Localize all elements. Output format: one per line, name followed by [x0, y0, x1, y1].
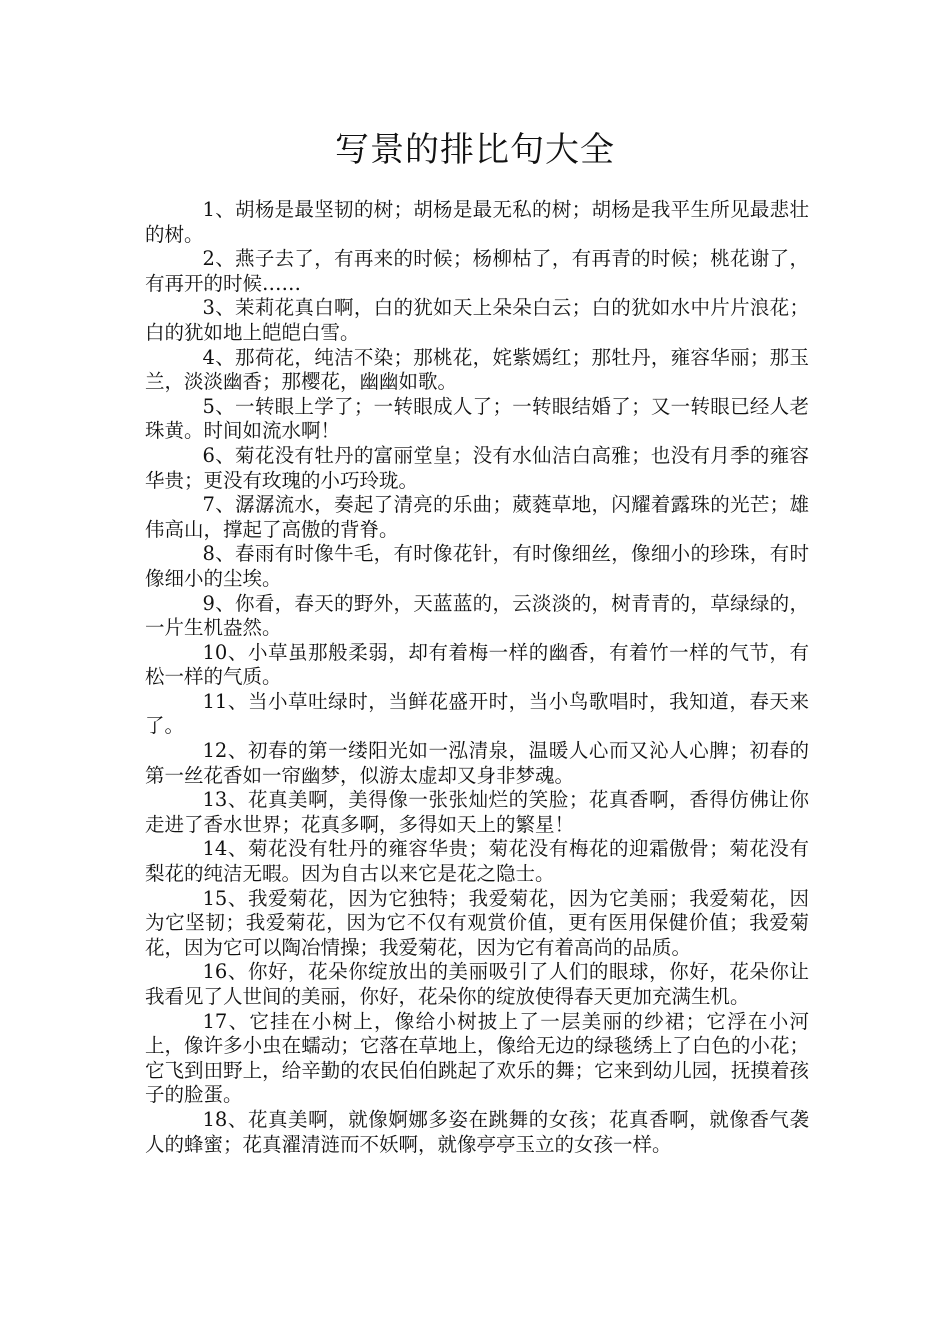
- document-title: 写景的排比句大全: [335, 130, 615, 170]
- paragraph-15: 15、我爱菊花，因为它独特；我爱菊花，因为它美丽；我爱菊花，因为它坚韧；我爱菊花，因为它不仅有观赏价值，更有医用保健价值；我爱菊花，因为它可以陶冶情操；我爱菊花，因为它有着高尚的品质。: [145, 886, 809, 959]
- paragraph-9: 9、你看，春天的野外，天蓝蓝的，云淡淡的，树青青的，草绿绿的，一片生机盎然。: [145, 591, 809, 640]
- paragraph-14: 14、菊花没有牡丹的雍容华贵；菊花没有梅花的迎霜傲骨；菊花没有梨花的纯洁无暇。因为自古以来它是花之隐士。: [145, 837, 809, 886]
- paragraph-13: 13、花真美啊，美得像一张张灿烂的笑脸；花真香啊，香得仿佛让你走进了香水世界；花真多啊，多得如天上的繁星！: [145, 788, 809, 836]
- paragraph-18: 18、花真美啊，就像婀娜多姿在跳舞的女孩；花真香啊，就像香气袭人的蜂蜜；花真濯清涟而不妖啊，就像亭亭玉立的女孩一样。: [145, 1107, 809, 1156]
- paragraph-1: 1、胡杨是最坚韧的树；胡杨是最无私的树；胡杨是我平生所见最悲壮的树。: [145, 198, 809, 246]
- paragraph-7: 7、潺潺流水，奏起了清亮的乐曲；葳蕤草地，闪耀着露珠的光芒；雄伟高山，撑起了高傲的背脊。: [145, 493, 809, 541]
- document-body: [145, 198, 809, 1157]
- paragraph-5: 5、一转眼上学了；一转眼成人了；一转眼结婚了；又一转眼已经人老珠黄。时间如流水啊！: [145, 394, 809, 443]
- paragraph-12: 12、初春的第一缕阳光如一泓清泉，温暖人心而又沁人心脾；初春的第一丝花香如一帘幽梦，似游太虚却又身非梦魂。: [145, 739, 809, 787]
- paragraph-3: 3、茉莉花真白啊，白的犹如天上朵朵白云；白的犹如水中片片浪花；白的犹如地上皑皑白雪。: [145, 296, 809, 344]
- paragraph-11: 11、当小草吐绿时，当鲜花盛开时，当小鸟歌唱时，我知道，春天来了。: [145, 689, 809, 738]
- paragraph-17: 17、它挂在小树上，像给小树披上了一层美丽的纱裙；它浮在小河上，像许多小虫在蠕动；它落在草地上，像给无边的绿毯绣上了白色的小花；它飞到田野上，给辛勤的农民伯伯跳起了欢乐的舞；它来到幼儿园，抚摸着孩子的脸蛋。: [145, 1009, 809, 1107]
- paragraph-6: 6、菊花没有牡丹的富丽堂皇；没有水仙洁白高雅；也没有月季的雍容华贵；更没有玫瑰的小巧玲珑。: [145, 443, 809, 492]
- paragraph-10: 10、小草虽那般柔弱，却有着梅一样的幽香，有着竹一样的气节，有松一样的气质。: [145, 640, 809, 689]
- paragraph-16: 16、你好，花朵你绽放出的美丽吸引了人们的眼球，你好，花朵你让我看见了人世间的美丽，你好，花朵你的绽放使得春天更加充满生机。: [145, 960, 809, 1008]
- paragraph-8: 8、春雨有时像牛毛，有时像花针，有时像细丝，像细小的珍珠，有时像细小的尘埃。: [145, 542, 809, 590]
- paragraph-2: 2、燕子去了，有再来的时候；杨柳枯了，有再青的时候；桃花谢了，有再开的时候……: [145, 247, 809, 295]
- paragraph-4: 4、那荷花，纯洁不染；那桃花，姹紫嫣红；那牡丹，雍容华丽；那玉兰，淡淡幽香；那樱花，幽幽如歌。: [145, 345, 809, 394]
